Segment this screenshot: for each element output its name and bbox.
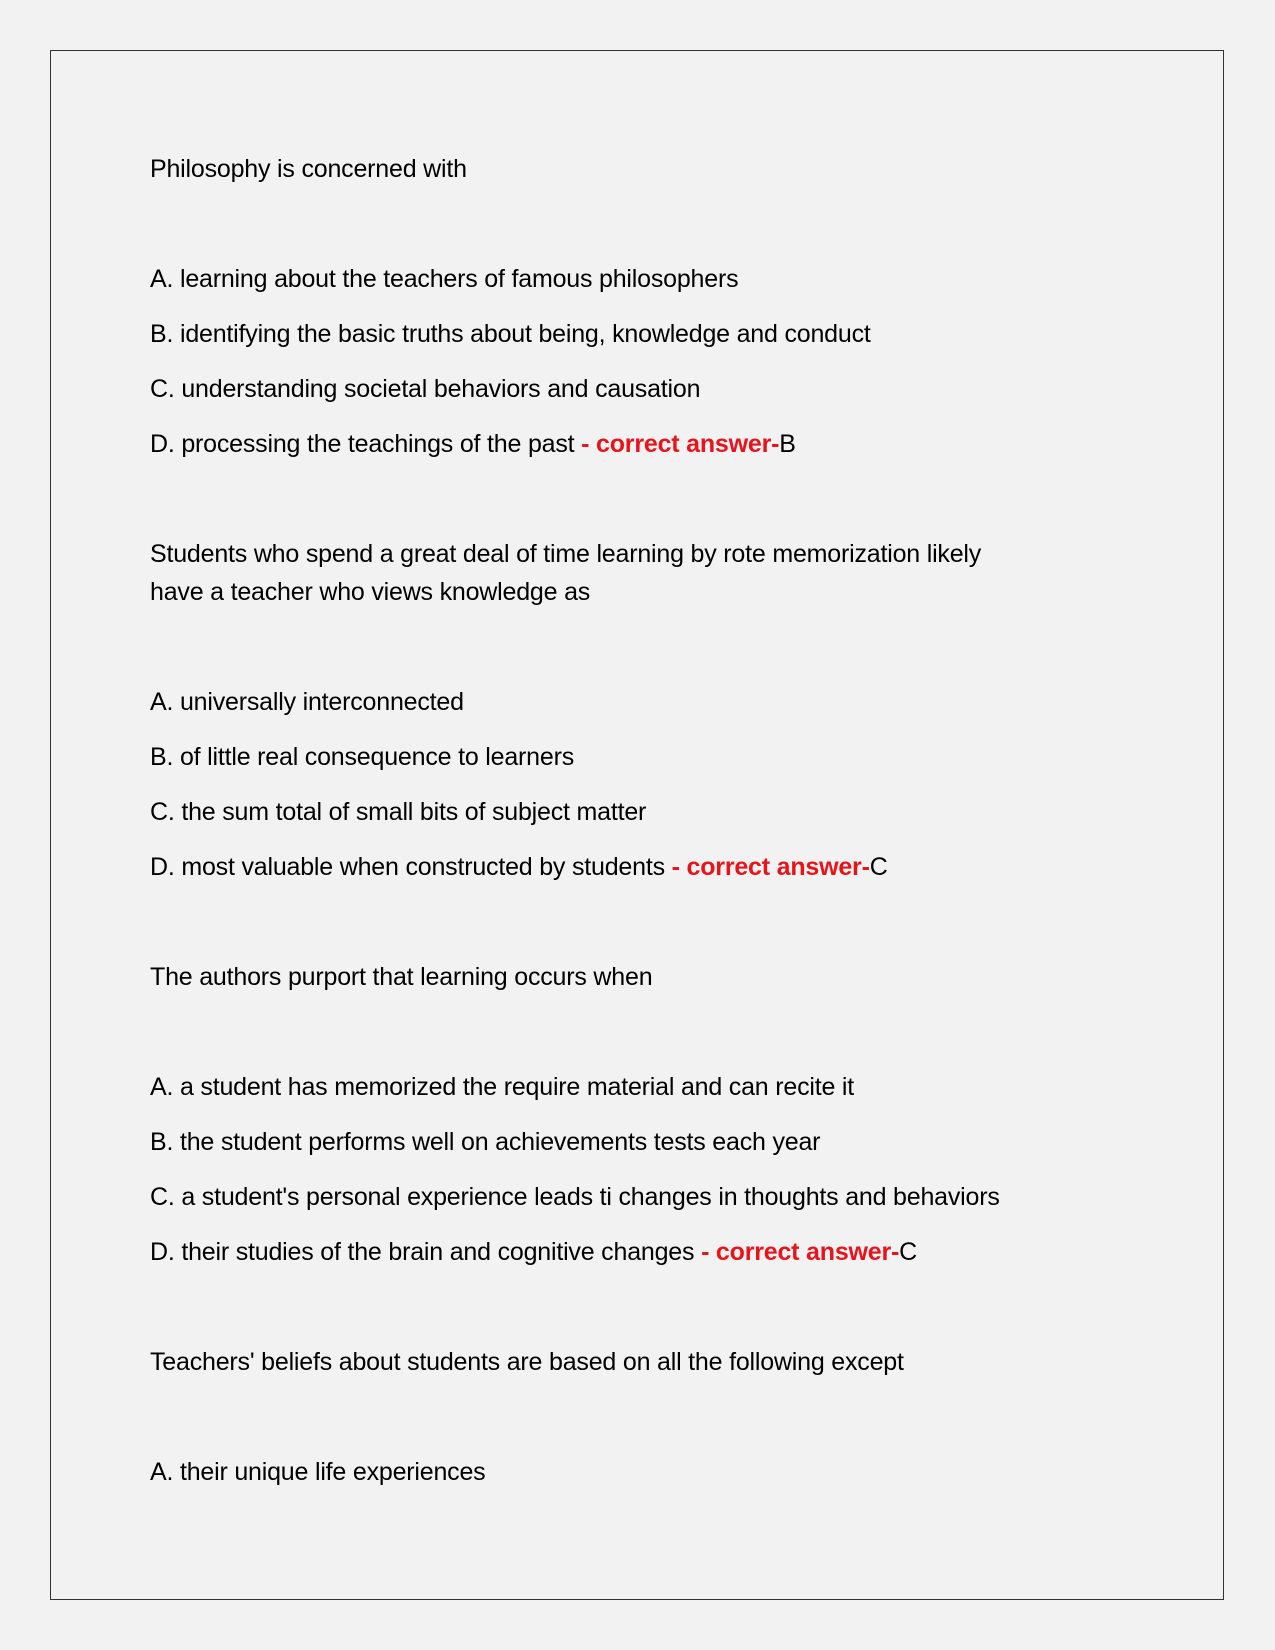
question-2-option-c: C. the sum total of small bits of subject matter [150, 798, 647, 826]
question-1-answer: B [779, 430, 796, 458]
question-1-option-b: B. identifying the basic truths about being, knowledge and conduct [150, 320, 871, 348]
question-2-option-d: D. most valuable when constructed by students [150, 853, 665, 881]
question-3-option-a: A. a student has memorized the require material and can recite it [150, 1073, 855, 1101]
question-1-answer-label: - correct answer- [581, 430, 780, 458]
question-2-answer-label: - correct answer- [671, 853, 870, 881]
question-4-stem: Teachers' beliefs about students are based on all the following except [150, 1348, 904, 1376]
question-1-option-d: D. processing the teachings of the past [150, 430, 575, 458]
question-2-stem-line-2: have a teacher who views knowledge as [150, 578, 591, 606]
question-1-stem: Philosophy is concerned with [150, 155, 467, 183]
question-2-option-a: A. universally interconnected [150, 688, 464, 716]
question-2-stem-line-1: Students who spend a great deal of time learning by rote memorization likely [150, 540, 982, 568]
question-1-option-a: A. learning about the teachers of famous philosophers [150, 265, 739, 293]
question-3-answer: C [899, 1238, 917, 1266]
question-4-option-a: A. their unique life experiences [150, 1458, 486, 1486]
question-3-option-d-line [150, 1233, 917, 1271]
question-2-option-d-line [150, 848, 888, 886]
question-1-option-c: C. understanding societal behaviors and causation [150, 375, 701, 403]
question-3-stem: The authors purport that learning occurs when [150, 963, 653, 991]
question-3-answer-label: - correct answer- [701, 1238, 900, 1266]
question-3-option-d: D. their studies of the brain and cognitive changes [150, 1238, 695, 1266]
question-1-option-d-line [150, 425, 796, 463]
question-2-answer: C [869, 853, 888, 881]
question-3-option-c: C. a student's personal experience leads ti changes in thoughts and behaviors [150, 1183, 1000, 1211]
question-2-option-b: B. of little real consequence to learners [150, 743, 574, 771]
question-3-option-b: B. the student performs well on achievements tests each year [150, 1128, 821, 1156]
